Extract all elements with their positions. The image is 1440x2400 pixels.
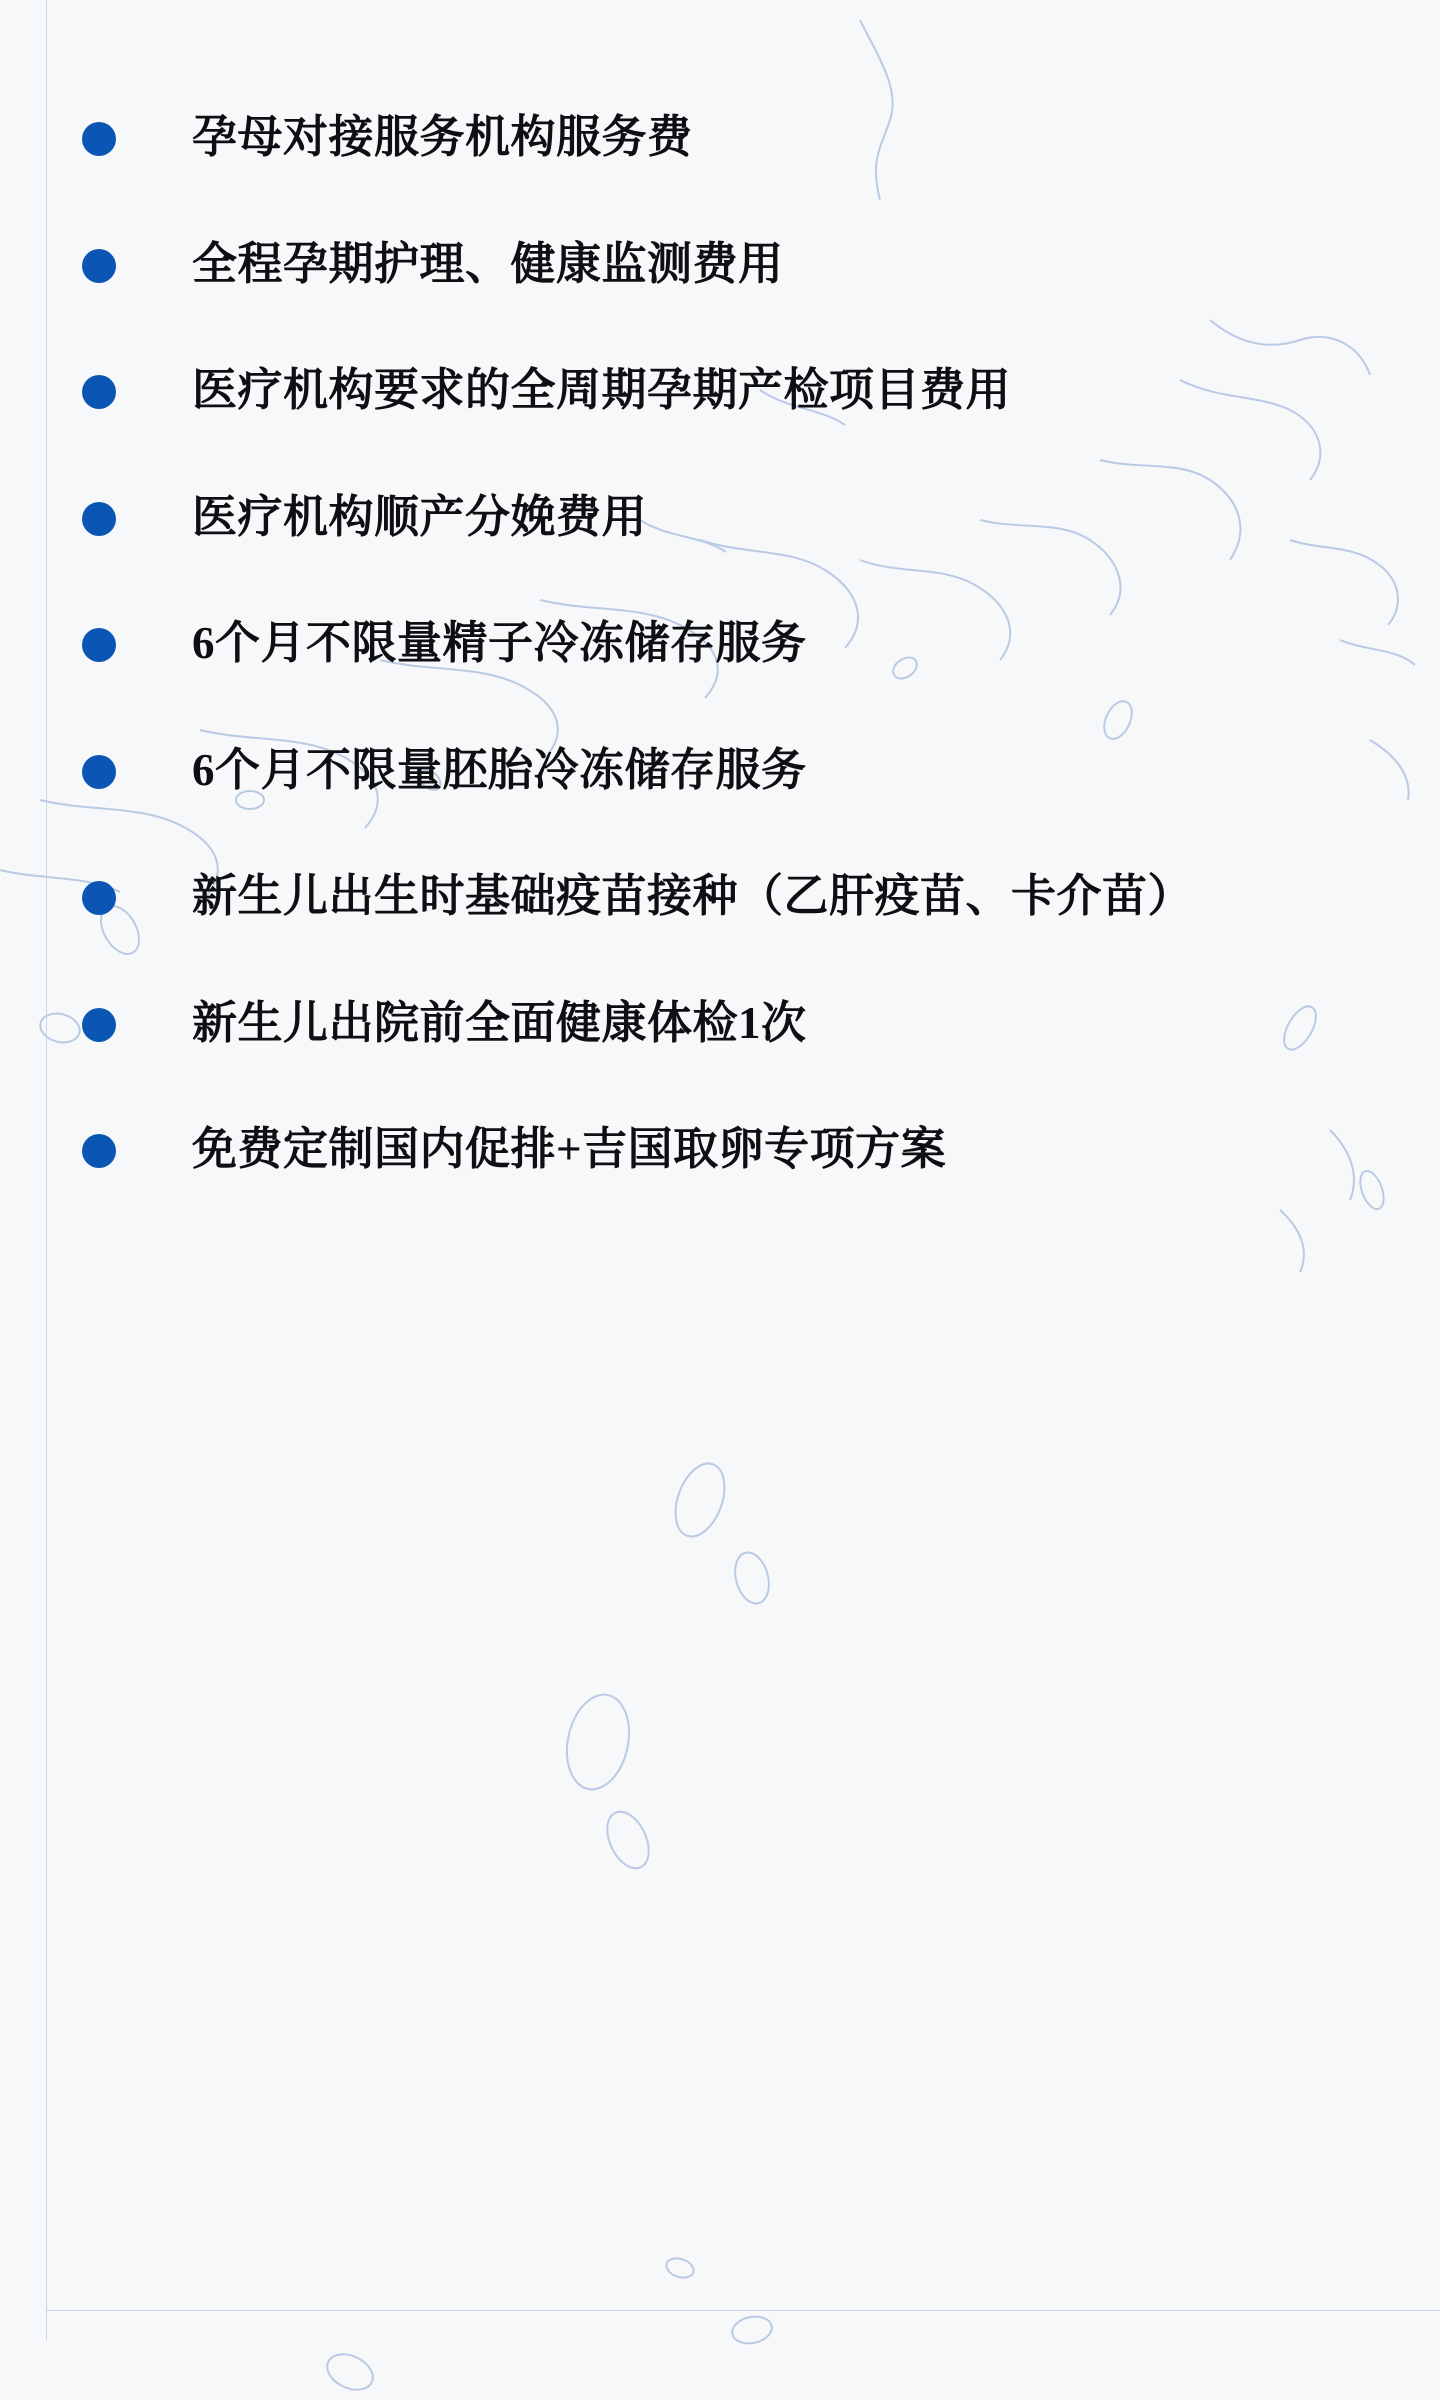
list-item-label: 全程孕期护理、健康监测费用 [192,238,784,289]
bullet-icon [82,755,116,789]
list-item [0,1120,1440,1179]
list-item-label: 6个月不限量精子冷冻储存服务 [192,618,807,668]
content-area [0,0,1440,1179]
bottom-horizontal-rule [46,2310,1440,2311]
list-item-label: 新生儿出生时基础疫苗接种（乙肝疫苗、卡介苗） [192,871,1194,921]
bullet-icon [82,628,116,662]
list-item-label: 医疗机构顺产分娩费用 [192,491,648,542]
list-item [0,235,1440,294]
bullet-icon [82,881,116,915]
bullet-icon [82,249,116,283]
list-item [0,994,1440,1053]
bullet-icon [82,375,116,409]
bullet-icon [82,1008,116,1042]
list-item [0,488,1440,547]
list-item [0,741,1440,800]
bullet-icon [82,122,116,156]
bullet-icon [82,1134,116,1168]
bullet-icon [82,502,116,536]
list-item [0,108,1440,167]
list-item-label: 免费定制国内促排+吉国取卵专项方案 [192,1124,947,1174]
service-inclusions-list [0,108,1440,1179]
list-item-label: 6个月不限量胚胎冷冻储存服务 [192,744,807,795]
list-item [0,867,1440,926]
list-item [0,614,1440,673]
list-item-label: 医疗机构要求的全周期孕期产检项目费用 [192,365,1012,415]
list-item-label: 孕母对接服务机构服务费 [192,112,693,162]
list-item-label: 新生儿出院前全面健康体检1次 [192,997,807,1048]
list-item [0,361,1440,420]
